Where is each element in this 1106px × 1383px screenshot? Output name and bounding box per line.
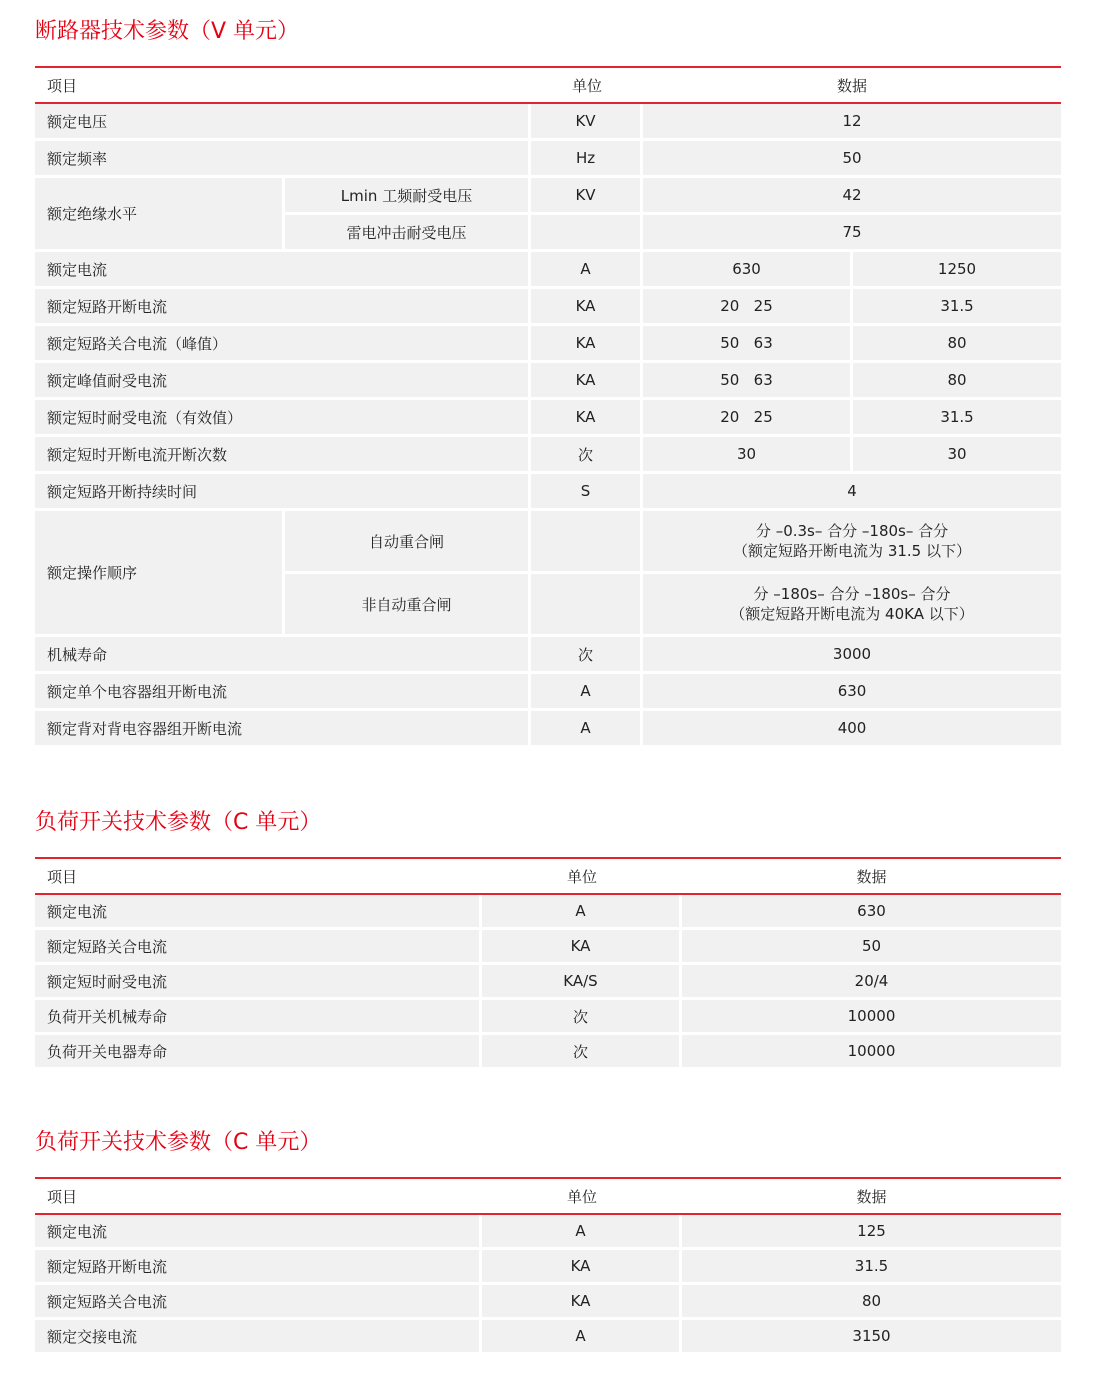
breaker-spec-table [35,66,1061,748]
table-row [35,1035,1061,1070]
row-item: 额定短时耐受电流（有效值） [35,400,531,437]
row-item: 额定短路开断持续时间 [35,474,531,511]
table-row [35,1000,1061,1035]
row-value [643,511,1061,574]
table-row [35,363,1061,400]
row-item: 负荷开关电器寿命 [35,1035,482,1070]
row-value-line1: 分 –180s– 合分 –180s– 合分 [753,585,951,603]
row-unit [531,215,643,252]
table-row [35,1215,1061,1250]
row-unit: KA [482,1250,682,1285]
row-unit: A [482,1215,682,1250]
row-value [643,574,1061,637]
header-value: 数据 [682,857,1061,895]
row-value: 4 [643,474,1061,511]
header-unit: 单位 [531,66,643,104]
row-value-a: 30 [643,437,853,474]
row-item: 额定绝缘水平 [35,178,285,252]
row-unit [531,574,643,637]
row-value-line2: （额定短路开断电流为 40KA 以下） [730,605,974,623]
row-item: 额定短路关合电流 [35,930,482,965]
row-unit: KA [531,326,643,363]
load-switch-2-spec-table [35,1177,1061,1355]
row-item: 额定电压 [35,104,531,141]
row-unit: 次 [531,637,643,674]
table-row [35,1250,1061,1285]
row-unit: S [531,474,643,511]
row-item: 额定频率 [35,141,531,178]
row-value: 630 [643,674,1061,711]
row-unit: 次 [531,437,643,474]
row-unit: A [531,711,643,748]
row-item: 额定短路开断电流 [35,289,531,326]
header-value: 数据 [643,66,1061,104]
table-row [35,1320,1061,1355]
row-value: 42 [643,178,1061,215]
row-item: 额定短路关合电流（峰值） [35,326,531,363]
table-header-row [35,1177,1061,1215]
row-unit: KV [531,178,643,215]
row-item: 额定电流 [35,252,531,289]
table-row [35,326,1061,363]
row-item: 额定单个电容器组开断电流 [35,674,531,711]
row-value: 630 [682,895,1061,930]
header-unit: 单位 [482,1177,682,1215]
row-value: 12 [643,104,1061,141]
row-item: 额定电流 [35,1215,482,1250]
row-subitem: Lmin 工频耐受电压 [285,178,531,215]
row-unit: 次 [482,1035,682,1070]
row-value-a: 20 25 [643,400,853,437]
row-item: 额定短时耐受电流 [35,965,482,1000]
table-row [35,252,1061,289]
row-value-b: 31.5 [853,289,1061,326]
table-row [35,511,1061,574]
row-subitem: 自动重合闸 [285,511,531,574]
row-item: 额定峰值耐受电流 [35,363,531,400]
table-row [35,895,1061,930]
row-unit: A [531,252,643,289]
row-item: 额定背对背电容器组开断电流 [35,711,531,748]
row-item: 额定短路开断电流 [35,1250,482,1285]
row-unit: KA [531,363,643,400]
row-unit: KA [531,400,643,437]
row-value-line2: （额定短路开断电流为 31.5 以下） [733,542,971,560]
table-row [35,289,1061,326]
row-value: 75 [643,215,1061,252]
row-item: 额定短时开断电流开断次数 [35,437,531,474]
header-item: 项目 [35,857,482,895]
row-item: 额定交接电流 [35,1320,482,1355]
table-row [35,674,1061,711]
row-subitem: 雷电冲击耐受电压 [285,215,531,252]
row-value-b: 1250 [853,252,1061,289]
row-value: 10000 [682,1035,1061,1070]
load-switch-1-section-title: 负荷开关技术参数（C 单元） [35,810,322,835]
row-item: 额定电流 [35,895,482,930]
row-unit: A [531,674,643,711]
row-unit: A [482,1320,682,1355]
table-header-row [35,66,1061,104]
table-row [35,437,1061,474]
header-unit: 单位 [482,857,682,895]
load-switch-2-section-title: 负荷开关技术参数（C 单元） [35,1130,322,1155]
row-subitem: 非自动重合闸 [285,574,531,637]
table-header-row [35,857,1061,895]
row-value: 125 [682,1215,1061,1250]
header-value: 数据 [682,1177,1061,1215]
row-value-b: 31.5 [853,400,1061,437]
load-switch-1-spec-table [35,857,1061,1070]
row-value-b: 30 [853,437,1061,474]
row-value: 50 [682,930,1061,965]
row-unit: KV [531,104,643,141]
row-value: 50 [643,141,1061,178]
row-unit [531,511,643,574]
row-value-a: 50 63 [643,363,853,400]
row-item: 机械寿命 [35,637,531,674]
row-value: 3150 [682,1320,1061,1355]
row-unit: KA [531,289,643,326]
table-row [35,930,1061,965]
row-unit: Hz [531,141,643,178]
row-item: 负荷开关机械寿命 [35,1000,482,1035]
row-unit: A [482,895,682,930]
row-value-b: 80 [853,363,1061,400]
table-row [35,400,1061,437]
table-row [35,711,1061,748]
row-value: 31.5 [682,1250,1061,1285]
table-row [35,104,1061,141]
row-value-line1: 分 –0.3s– 合分 –180s– 合分 [755,522,949,540]
table-row [35,637,1061,674]
row-unit: KA [482,930,682,965]
row-value: 20/4 [682,965,1061,1000]
row-value-b: 80 [853,326,1061,363]
row-value-a: 50 63 [643,326,853,363]
header-item: 项目 [35,66,531,104]
table-row [35,178,1061,215]
row-value: 80 [682,1285,1061,1320]
row-unit: KA [482,1285,682,1320]
row-unit: 次 [482,1000,682,1035]
row-value: 3000 [643,637,1061,674]
table-row [35,1285,1061,1320]
row-value: 400 [643,711,1061,748]
row-value: 10000 [682,1000,1061,1035]
row-value-a: 630 [643,252,853,289]
row-item: 额定操作顺序 [35,511,285,637]
table-row [35,141,1061,178]
row-item: 额定短路关合电流 [35,1285,482,1320]
row-value-a: 20 25 [643,289,853,326]
breaker-section-title: 断路器技术参数（V 单元） [35,19,300,44]
table-row [35,474,1061,511]
header-item: 项目 [35,1177,482,1215]
row-unit: KA/S [482,965,682,1000]
table-row [35,965,1061,1000]
